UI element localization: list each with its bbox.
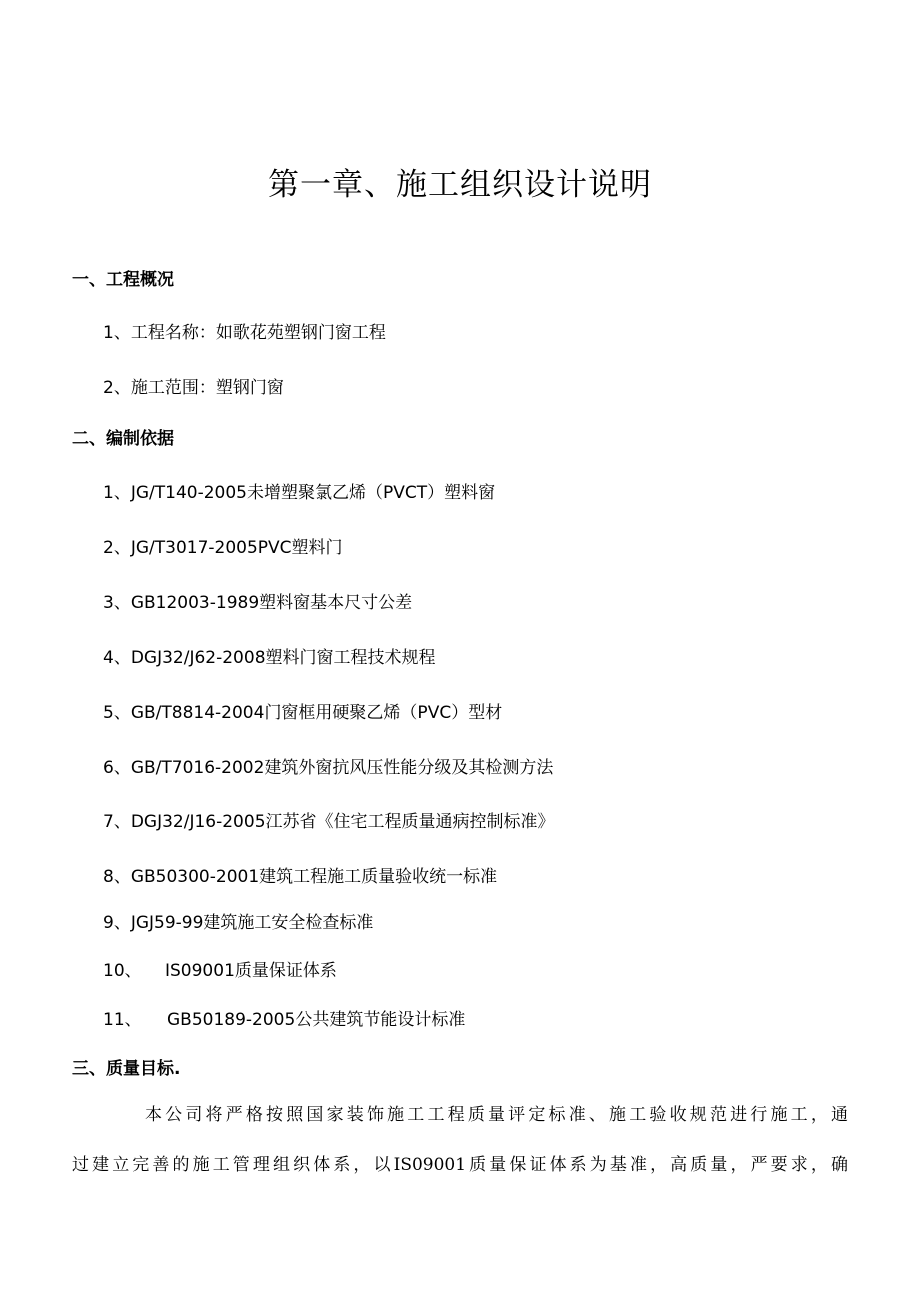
list-item-number: 11、 (103, 1010, 142, 1030)
list-item-number: 9、 (103, 913, 131, 933)
list-item (103, 755, 553, 781)
list-item-number: 2、 (103, 538, 131, 558)
list-item (103, 375, 284, 401)
chapter-title: 第一章、施工组织设计说明 (268, 167, 652, 203)
list-item-number: 2、 (103, 378, 131, 398)
list-item (103, 1007, 465, 1033)
list-item-number: 6、 (103, 758, 131, 778)
list-item-number: 1、 (103, 323, 131, 343)
list-item-number: 10、 (103, 961, 142, 981)
section-heading-overview: 一、工程概况 (72, 270, 174, 290)
list-item-text: GB/T8814-2004门窗框用硬聚乙烯（PVC）型材 (130, 703, 503, 723)
list-item (103, 958, 337, 984)
list-item-text: 施工范围：塑钢门窗 (130, 378, 284, 398)
list-item (103, 535, 343, 561)
list-item (103, 320, 386, 346)
list-item-text: GB50300-2001建筑工程施工质量验收统一标准 (130, 867, 498, 887)
list-item-text: DGJ32/J16-2005江苏省《住宅工程质量通病控制标准》 (130, 812, 555, 832)
list-item-text: 工程名称：如歌花苑塑钢门窗工程 (130, 323, 386, 343)
list-item-number: 4、 (103, 648, 131, 668)
paragraph-line: 本公司将严格按照国家装饰施工工程质量评定标准、施工验收规范进行施工，通 (145, 1105, 848, 1125)
list-item (103, 910, 373, 936)
list-item-text: GB12003-1989塑料窗基本尺寸公差 (130, 593, 413, 613)
list-item-number: 1、 (103, 483, 131, 503)
list-item (103, 864, 497, 890)
list-item (103, 700, 502, 726)
list-item-number: 5、 (103, 703, 131, 723)
list-item-text: GB50189-2005公共建筑节能设计标准 (167, 1010, 466, 1030)
list-item-text: GB/T7016-2002建筑外窗抗风压性能分级及其检测方法 (130, 758, 554, 778)
list-item (103, 480, 495, 506)
list-item-number: 8、 (103, 867, 131, 887)
list-item (103, 645, 436, 671)
list-item (103, 590, 412, 616)
list-item-text: DGJ32/J62-2008塑料门窗工程技术规程 (130, 648, 436, 668)
list-item-text: JGJ59-99建筑施工安全检查标准 (130, 913, 374, 933)
paragraph-line: 过建立完善的施工管理组织体系，以IS09001质量保证体系为基准，高质量，严要求，确 (72, 1155, 848, 1175)
list-item-number: 3、 (103, 593, 131, 613)
list-item-text: JG/T3017-2005PVC塑料门 (130, 538, 343, 558)
list-item (103, 809, 555, 835)
list-item-text: IS09001质量保证体系 (165, 961, 337, 981)
list-item-number: 7、 (103, 812, 131, 832)
section-heading-quality-goal: 三、质量目标. (72, 1059, 181, 1079)
section-heading-basis: 二、编制依据 (72, 429, 174, 449)
list-item-text: JG/T140-2005未增塑聚氯乙烯（PVCT）塑料窗 (130, 483, 496, 503)
